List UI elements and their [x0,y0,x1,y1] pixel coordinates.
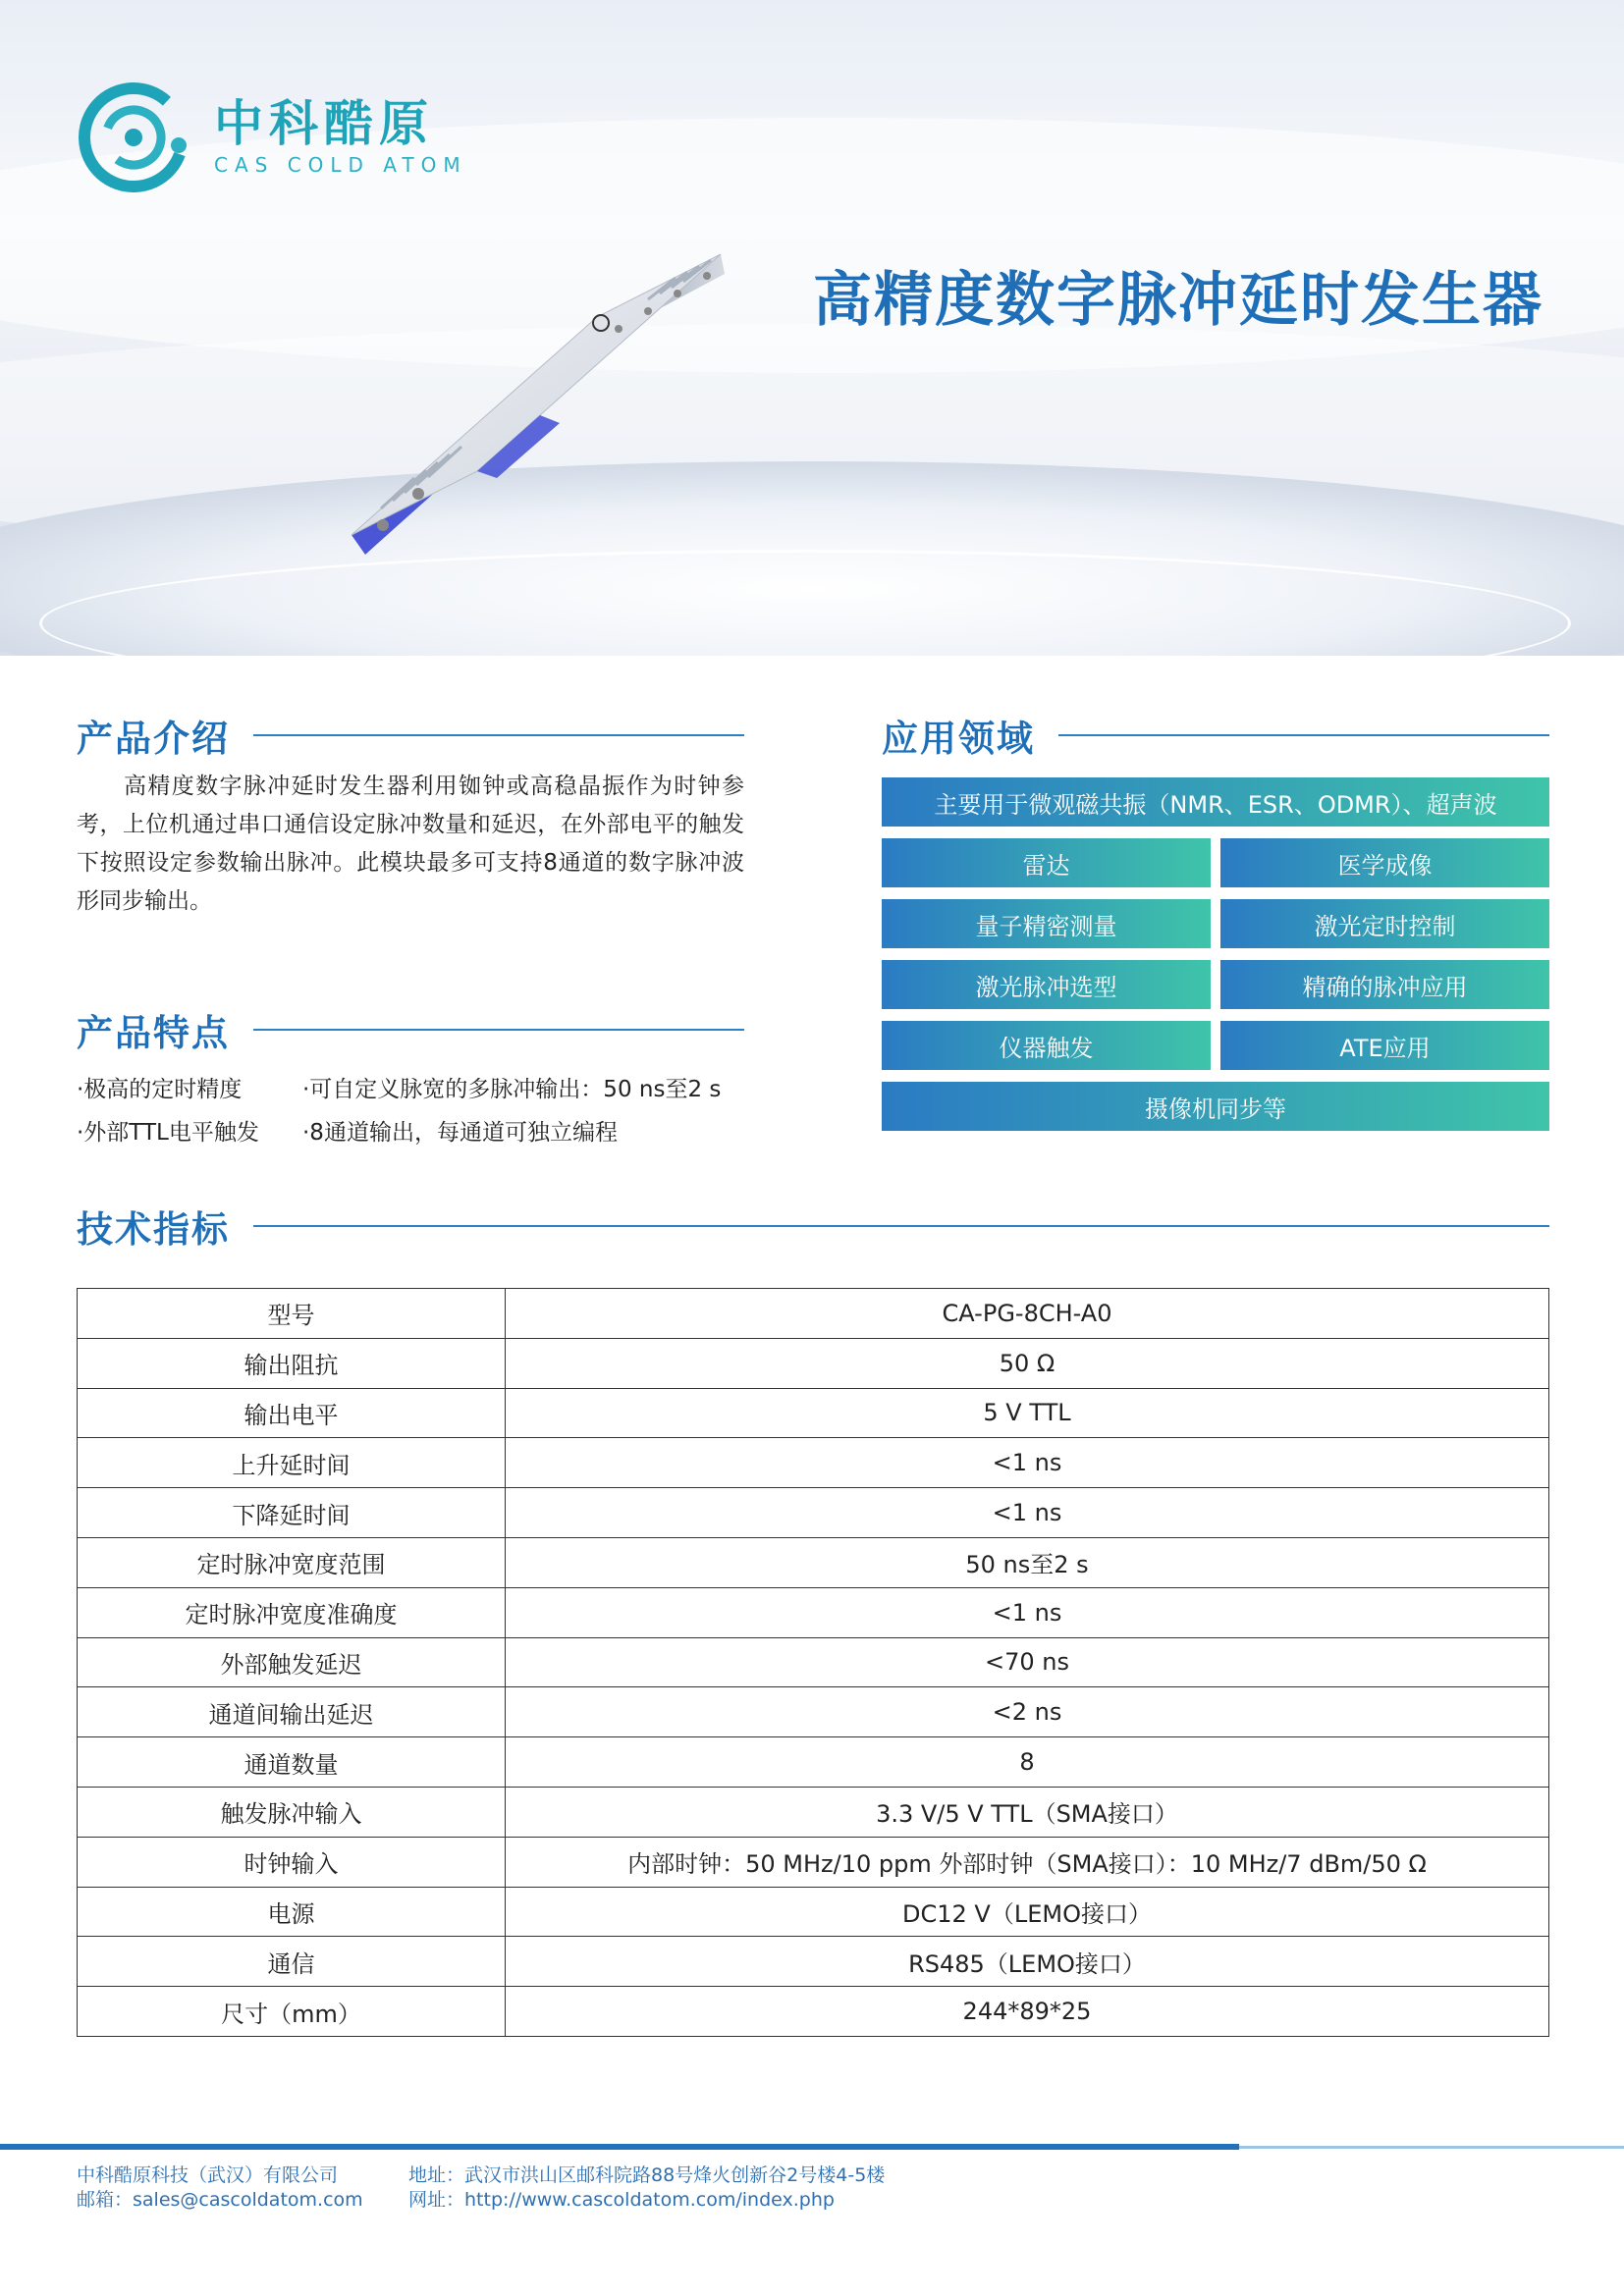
footer-left [77,2163,363,2213]
spec-row [78,1837,1549,1887]
spec-value: <2 ns [506,1687,1549,1737]
spec-label: 型号 [78,1289,506,1339]
spec-label: 时钟输入 [78,1837,506,1887]
application-tag: 量子精密测量 [882,899,1211,948]
spec-value: RS485（LEMO接口） [506,1937,1549,1987]
spec-row [78,1289,1549,1339]
spec-label: 上升延时间 [78,1438,506,1488]
section-features-heading [77,1003,744,1056]
spec-label: 外部触发延迟 [78,1637,506,1687]
logo-name-cn: 中科酷原 [214,95,434,152]
spec-row [78,1488,1549,1538]
application-tag: 医学成像 [1220,838,1549,887]
spec-value: 3.3 V/5 V TTL（SMA接口） [506,1787,1549,1837]
spec-label: 定时脉冲宽度准确度 [78,1587,506,1637]
spec-label: 电源 [78,1887,506,1937]
heading-divider [253,734,744,736]
spec-label: 定时脉冲宽度范围 [78,1537,506,1587]
spec-value: 5 V TTL [506,1388,1549,1438]
heading-divider [253,1029,744,1031]
application-tag: ATE应用 [1220,1021,1549,1070]
spec-label: 通信 [78,1937,506,1987]
feature-item: ·可自定义脉宽的多脉冲输出：50 ns至2 s [302,1077,722,1102]
feature-item: ·极高的定时精度 [77,1077,243,1102]
spec-table-body [78,1289,1549,2037]
spec-row [78,1737,1549,1788]
spec-label: 输出阻抗 [78,1338,506,1388]
spec-value: <70 ns [506,1637,1549,1687]
spec-label: 尺寸（mm） [78,1987,506,2037]
feature-row [77,1111,764,1154]
pulse-generator-device-image [324,231,736,584]
application-tag: 仪器触发 [882,1021,1211,1070]
hero-banner [0,0,1624,656]
application-tag: 摄像机同步等 [882,1082,1549,1131]
spec-value: 8 [506,1737,1549,1788]
heading-divider [1058,734,1549,736]
spec-row [78,1338,1549,1388]
heading-text: 产品特点 [77,1012,230,1054]
section-specs-heading [77,1200,1549,1253]
footer-right [408,2163,885,2213]
spec-label: 通道间输出延迟 [78,1687,506,1737]
logo-name-en: CAS COLD ATOM [214,153,467,177]
heading-text: 技术指标 [77,1208,230,1251]
spec-label: 下降延时间 [78,1488,506,1538]
spec-value: 50 ns至2 s [506,1537,1549,1587]
heading-divider [253,1225,1549,1227]
spec-value: <1 ns [506,1587,1549,1637]
spec-row [78,1637,1549,1687]
spec-row [78,1388,1549,1438]
spec-row [78,1987,1549,2037]
spec-row [78,1887,1549,1937]
atom-ring-logo-icon [77,77,198,198]
spec-row [78,1438,1549,1488]
product-title: 高精度数字脉冲延时发生器 [813,266,1543,335]
intro-paragraph: 高精度数字脉冲延时发生器利用铷钟或高稳晶振作为时钟参考，上位机通过串口通信设定脉冲数量和延迟，在外部电平的触发下按照设定参数输出脉冲。此模块最多可支持8通道的数字脉冲波形同步输出。 [77,774,744,914]
spec-value: DC12 V（LEMO接口） [506,1887,1549,1937]
application-tag: 雷达 [882,838,1211,887]
section-applications-heading [882,709,1549,762]
application-tag: 激光定时控制 [1220,899,1549,948]
footer-email: 邮箱：sales@cascoldatom.com [77,2189,363,2211]
footer-divider-accent [1239,2146,1624,2149]
footer-address: 地址：武汉市洪山区邮科院路88号烽火创新谷2号楼4-5楼 [408,2164,886,2186]
spec-row [78,1587,1549,1637]
feature-item: ·8通道输出，每通道可独立编程 [302,1120,618,1146]
application-tag: 精确的脉冲应用 [1220,960,1549,1009]
spec-value: 244*89*25 [506,1987,1549,2037]
application-tag: 主要用于微观磁共振（NMR、ESR、ODMR）、超声波 [882,777,1549,827]
section-intro-heading [77,709,744,762]
spec-value: CA-PG-8CH-A0 [506,1289,1549,1339]
spec-value: 内部时钟：50 MHz/10 ppm 外部时钟（SMA接口）：10 MHz/7 dBm/50 Ω [506,1837,1549,1887]
footer-company: 中科酷原科技（武汉）有限公司 [77,2164,339,2186]
application-tag: 激光脉冲选型 [882,960,1211,1009]
feature-item: ·外部TTL电平触发 [77,1120,259,1146]
spec-label: 通道数量 [78,1737,506,1788]
feature-row [77,1068,764,1111]
spec-value: 50 Ω [506,1338,1549,1388]
spec-row [78,1937,1549,1987]
spec-row [78,1787,1549,1837]
spec-table [77,1288,1549,2037]
feature-list [77,1068,764,1154]
heading-text: 产品介绍 [77,718,230,760]
spec-row [78,1687,1549,1737]
spec-label: 触发脉冲输入 [78,1787,506,1837]
heading-text: 应用领域 [882,718,1035,760]
spec-row [78,1537,1549,1587]
footer-website: 网址：http://www.cascoldatom.com/index.php [408,2189,835,2211]
footer-divider [0,2144,1239,2150]
company-logo [77,77,489,194]
spec-label: 输出电平 [78,1388,506,1438]
spec-value: <1 ns [506,1438,1549,1488]
spec-value: <1 ns [506,1488,1549,1538]
